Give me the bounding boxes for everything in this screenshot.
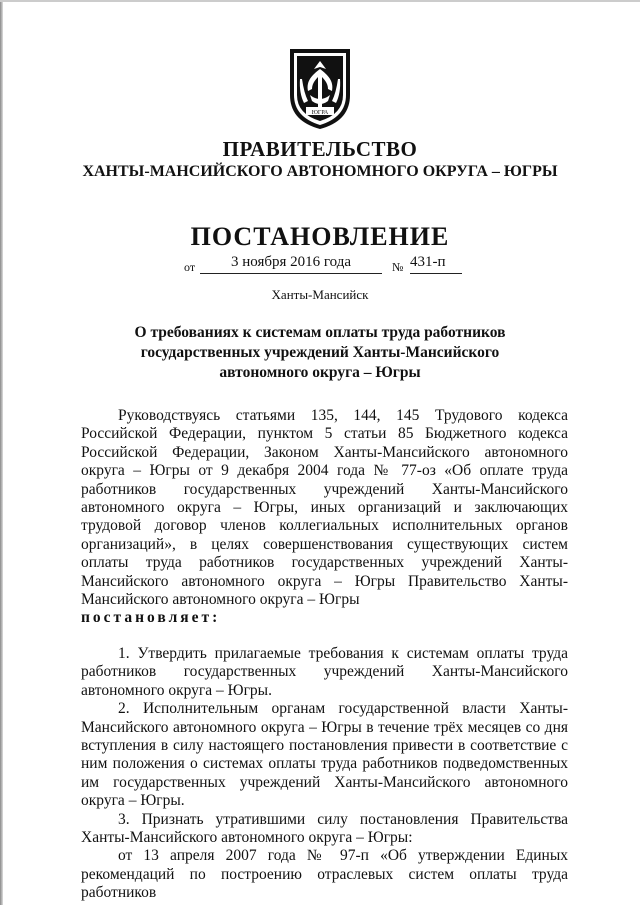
city-of-issue: Ханты-Мансийск [271,287,369,302]
dateline [0,254,640,278]
item-3-subitem-1: от 13 апреля 2007 года № 97-п «Об утверждении Единых рекомендаций по построению отраслевых систем оплаты труда работников [81,847,568,902]
document-subject: О требованиях к системам оплаты труда работников государственных учреждений Ханты-Мансийского автономного округа – Югры [134,324,506,381]
date-from-label: от [184,260,196,274]
item-2-paragraph: 2. Исполнительным органам государственной власти Ханты-Мансийского автономного округа – Югры в течение трёх месяцев со дня вступления в силу настоящего постановления привести в соответствие с ним положения о системах оплаты труда работников подведомственных им государственных учреждений Ханты-Мансийского автономного округа – Югры. [81,700,568,810]
item-1-paragraph: 1. Утвердить прилагаемые требования к системам оплаты труда работников государственных учреждений Ханты-Мансийского автономного округа – Югры. [81,644,568,699]
government-title: ПРАВИТЕЛЬСТВО [222,137,418,161]
scan-edge-top [0,0,640,2]
svg-text:ЮГРА: ЮГРА [311,110,329,116]
document-date: 3 ноября 2016 года [200,254,382,274]
decree-word: постановляет: [81,609,221,627]
item-3-paragraph: 3. Признать утратившими силу постановления Правительства Ханты-Мансийского автономного округа – Югры: [81,810,568,846]
region-title: ХАНТЫ-МАНСИЙСКОГО АВТОНОМНОГО ОКРУГА – ЮГРЫ [82,163,558,180]
document-type-heading: ПОСТАНОВЛЕНИЕ [190,222,450,251]
number-label: № [392,260,404,274]
document-body [81,407,568,903]
coat-of-arms-emblem [284,45,356,131]
document-number: 431-п [410,254,462,274]
preamble-paragraph: Руководствуясь статьями 135, 144, 145 Трудового кодекса Российской Федерации, пунктом 5 статьи 85 Бюджетного кодекса Российской Федерации, Законом Ханты-Мансийского автономного округа – Югры от 9 декабря 2004 года № 77-оз «Об оплате труда работников государственных учреждений Ханты-Мансийского автономного округа – Югры, иных организаций и заключающих трудовой договор членов коллегиальных исполнительных органов организаций», в целях совершенствования существующих систем оплаты труда работников государственных учреждений Ханты-Мансийского автономного округа – Югры Правительство Ханты-Мансийского автономного округа – Югры [81,407,568,609]
scan-edge [0,0,3,905]
